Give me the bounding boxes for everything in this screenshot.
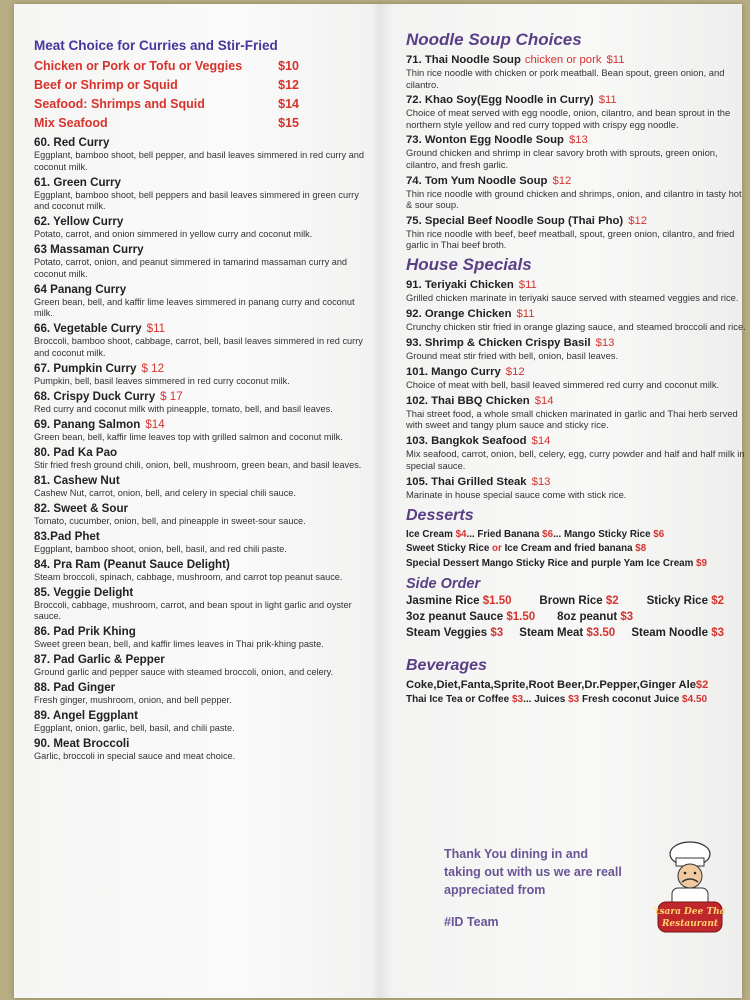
menu-item-description: Stir fried fresh ground chili, onion, bell, mushroom, green bean, and basil leaves.: [34, 459, 362, 470]
menu-item: [34, 136, 374, 173]
side-order-name: Sticky Rice: [646, 595, 712, 608]
menu-item: [34, 418, 374, 444]
meat-choice-label: Mix Seafood: [34, 116, 108, 130]
menu-item-name: 71. Thai Noodle Soup: [406, 54, 521, 66]
menu-item-description: Eggplant, bamboo shoot, onion, bell, basil, and red chili paste.: [34, 543, 287, 554]
menu-item-name: 74. Tom Yum Noodle Soup: [406, 174, 548, 187]
menu-item-price: $12: [628, 214, 648, 227]
thank-you-note: Thank You dining in and taking out with us we are reall appreciated from #ID Team: [444, 847, 622, 929]
side-order-name: Steam Noodle: [631, 627, 712, 640]
meat-choice-heading: Meat Choice for Curries and Stir-Fried: [34, 38, 278, 53]
menu-item-name: 89. Angel Eggplant: [34, 709, 138, 723]
menu-item: [34, 215, 374, 241]
menu-item-price: $12: [505, 365, 525, 378]
menu-item-description: Ground chicken and shrimp in clear savory broth with sprouts, green onion, cilantro, and fresh garlic.: [406, 147, 718, 170]
menu-item-title: [34, 474, 374, 488]
side-order-price: $2: [711, 595, 724, 608]
menu-item: [34, 625, 374, 651]
menu-item-description: Green bean, bell, kaffir lime leaves top with grilled salmon and coconut milk.: [34, 431, 343, 442]
curry-stirfry-list: [34, 136, 374, 763]
menu-item-title: [34, 176, 374, 190]
side-order-heading: Side Order: [406, 576, 481, 593]
menu-item-title: [34, 737, 374, 751]
menu-item-price: $14: [534, 394, 554, 407]
menu-item: [406, 307, 746, 333]
menu-item-description: Red curry and coconut milk with pineapple, tomato, bell, and basil leaves.: [34, 403, 333, 414]
menu-item-description: Ground garlic and pepper sauce with steamed broccoli, onion, and celery.: [34, 667, 334, 678]
menu-item-price: $14: [145, 417, 165, 431]
meat-choice-price: $10: [278, 59, 299, 73]
menu-item-name: 75. Special Beef Noodle Soup (Thai Pho): [406, 214, 624, 227]
line-text: ... Juices: [523, 693, 569, 705]
menu-item-title: [406, 93, 746, 107]
line-text: Ice Cream and fried banana: [501, 543, 636, 555]
menu-item: [34, 558, 374, 584]
noodle-soup-list: [406, 53, 746, 251]
menu-item-name: 62. Yellow Curry: [34, 215, 124, 229]
menu-item-title: [406, 336, 746, 350]
menu-item-name: 92. Orange Chicken: [406, 307, 512, 320]
menu-item-price: $ 12: [141, 361, 165, 375]
menu-item-title: [34, 653, 374, 667]
menu-item: [34, 243, 374, 280]
menu-item: [34, 474, 374, 500]
menu-item: [406, 394, 746, 431]
menu-item: [406, 434, 746, 471]
menu-item: [34, 737, 374, 763]
left-column: [34, 38, 374, 765]
menu-item: [34, 502, 374, 528]
right-column: [406, 30, 746, 707]
line-text: Sweet Sticky Rice: [406, 543, 493, 555]
menu-item-price: $13: [595, 336, 615, 349]
menu-item-description: Green bean, bell, and kaffir lime leaves simmered in panang curry and coconut milk.: [34, 296, 355, 319]
side-order-row: [406, 611, 724, 627]
line-price: $4.50: [682, 693, 708, 705]
menu-item: [406, 278, 746, 304]
side-order-item: [406, 627, 503, 643]
menu-item: [406, 365, 746, 391]
line-text: Thai Ice Tea or Coffee: [406, 693, 512, 705]
side-order-price: $3: [711, 627, 724, 640]
menu-item-description: Thin rice noodle with chicken or pork meatball. Bean spout, green onion, and cilantro.: [406, 67, 725, 90]
menu-item-title: [406, 434, 746, 448]
menu-item-description: Potato, carrot, onion, and peanut simmered in tamarind massaman curry and coconut milk.: [34, 257, 348, 279]
menu-item-title: [406, 53, 746, 67]
beverages-heading: Beverages: [406, 657, 487, 675]
menu-item-name: 83.Pad Phet: [34, 529, 100, 543]
menu-item-name: 86. Pad Prik Khing: [34, 625, 136, 639]
menu-item-title: [34, 586, 374, 600]
menu-item: [406, 475, 746, 501]
menu-item-title: [406, 133, 746, 147]
menu-item-name: 80. Pad Ka Pao: [34, 445, 118, 459]
side-order-row: [406, 627, 724, 643]
side-order-price: $3: [620, 611, 634, 624]
menu-item: [34, 681, 374, 707]
menu-item-title: [34, 625, 374, 639]
menu-item-name: 84. Pra Ram (Peanut Sauce Delight): [34, 557, 230, 571]
meat-choice-label: Beef or Shrimp or Squid: [34, 78, 178, 92]
menu-item-price: $12: [552, 174, 572, 187]
line-price: $4: [455, 528, 467, 540]
menu-item: [406, 336, 746, 362]
menu-item-title: [406, 475, 746, 489]
menu-item-description: Thin rice noodle with ground chicken and shrimps, onion, and cilantro in tasty hot & sour soup.: [406, 187, 742, 211]
menu-item-name: 93. Shrimp & Chicken Crispy Basil: [406, 336, 591, 349]
menu-item-name: 63 Massaman Curry: [34, 243, 144, 257]
side-order-name: Brown Rice: [539, 595, 606, 608]
menu-item-title: [34, 558, 374, 572]
menu-item-description: Fresh ginger, mushroom, onion, and bell pepper.: [34, 695, 232, 706]
menu-item-description: Choice of meat served with egg noodle, onion, cilantro, and bean sprout in the northern style yellow and red curry topped with crispy egg noodle.: [406, 107, 731, 130]
menu-item-description: Eggplant, onion, garlic, bell, basil, and chili paste.: [34, 723, 235, 734]
house-specials-list: [406, 278, 746, 501]
menu-item-title: [34, 362, 374, 376]
menu-item-name: 61. Green Curry: [34, 175, 121, 189]
menu-item-price: $11: [516, 307, 535, 320]
menu-item-title: [34, 446, 374, 460]
menu-item-title: [406, 278, 746, 292]
side-order-name: Steam Meat: [519, 627, 587, 640]
soda-line: Coke,Diet,Fanta,Sprite,Root Beer,Dr.Pepper,Ginger Ale$2: [406, 679, 709, 692]
menu-item-description: Garlic, broccoli in special sauce and meat choice.: [34, 751, 236, 762]
line-text: ... Mango Sticky Rice: [553, 528, 654, 540]
menu-sheet: [14, 4, 746, 998]
side-order-price: $3.50: [586, 627, 616, 640]
dessert-line: [406, 528, 746, 543]
menu-item-price: $11: [146, 322, 166, 336]
line-price: $3: [511, 693, 524, 705]
menu-item: [406, 93, 746, 130]
drinks-line: [406, 693, 746, 708]
menu-item-name: 88. Pad Ginger: [34, 681, 116, 695]
menu-item: [34, 586, 374, 623]
menu-item: [406, 53, 746, 90]
menu-item-description: Eggplant, bamboo shoot, bell peppers and basil leaves simmered in green curry and coconut milk.: [34, 189, 359, 212]
menu-item: [34, 653, 374, 679]
menu-item: [34, 446, 374, 472]
menu-item-name: 68. Crispy Duck Curry: [34, 389, 156, 403]
side-order-item: [406, 595, 512, 611]
meat-choice-row: [34, 78, 299, 97]
line-price: $6: [542, 528, 554, 540]
menu-item-description: Mix seafood, carrot, onion, bell, celery, egg, curry powder and half and half milk in special sauce.: [406, 448, 745, 472]
menu-item-title: [406, 365, 746, 379]
side-order-item: [519, 627, 615, 643]
menu-item-title: [34, 390, 374, 404]
meat-choice-label: Seafood: Shrimps and Squid: [34, 97, 205, 111]
menu-item-description: Ground meat stir fried with bell, onion, basil leaves.: [406, 349, 619, 361]
menu-item-title: [406, 307, 746, 321]
side-order-name: 8oz peanut: [557, 611, 621, 624]
menu-item-description: Steam broccoli, spinach, cabbage, mushroom, and carrot top peanut sauce.: [34, 571, 343, 582]
menu-item-option: chicken or pork: [524, 54, 602, 66]
menu-item-description: Potato, carrot, and onion simmered in yellow curry and coconut milk.: [34, 229, 313, 240]
meat-choice-price: $14: [278, 97, 299, 111]
menu-item-name: 91. Teriyaki Chicken: [406, 278, 514, 291]
menu-item-description: Marinate in house special sauce come with stick rice.: [406, 489, 627, 501]
meat-choice-price: $15: [278, 116, 299, 130]
menu-item-price: $13: [568, 134, 588, 147]
menu-item-name: 66. Vegetable Curry: [34, 322, 142, 336]
menu-item-price: $11: [598, 94, 617, 107]
dessert-line: [406, 542, 746, 557]
menu-item-description: Grilled chicken marinate in teriyaki sauce served with steamed veggies and rice.: [406, 291, 739, 303]
menu-item-title: [34, 243, 374, 257]
meat-choice-row: [34, 59, 299, 78]
logo-text-bottom: Restaurant: [661, 919, 719, 929]
menu-item-price: $11: [606, 54, 625, 66]
menu-item-description: Tomato, cucumber, onion, bell, and pineapple in sweet-sour sauce.: [34, 515, 306, 526]
restaurant-logo: [654, 840, 726, 940]
menu-item-title: [34, 322, 374, 336]
meat-choice-row: [34, 97, 299, 116]
menu-item-name: 64 Panang Curry: [34, 282, 127, 296]
menu-item-title: [406, 394, 746, 408]
menu-item: [34, 362, 374, 388]
menu-item-name: 72. Khao Soy(Egg Noodle in Curry): [406, 94, 594, 107]
side-order-row: [406, 595, 724, 611]
menu-item-description: Thai street food, a whole small chicken marinated in garlic and Thai herb served with sweet and tangy plum sauce and sticky rice.: [406, 407, 738, 431]
menu-item-name: 69. Panang Salmon: [34, 417, 141, 431]
side-order-item: [539, 595, 618, 611]
menu-item-name: 103. Bangkok Seafood: [406, 435, 527, 448]
menu-item-description: Cashew Nut, carrot, onion, bell, and celery in special chili sauce.: [34, 487, 296, 498]
menu-item-name: 67. Pumpkin Curry: [34, 361, 137, 375]
menu-item-name: 81. Cashew Nut: [34, 473, 120, 487]
menu-item: [34, 390, 374, 416]
side-order-list: [406, 595, 746, 643]
menu-item-title: [34, 709, 374, 723]
menu-item-description: Broccoli, bamboo shoot, cabbage, carrot, bell, basil leaves simmered in red curry and coconut milk.: [34, 336, 363, 358]
menu-item-title: [34, 283, 374, 297]
menu-item: [34, 283, 374, 320]
menu-item-name: 87. Pad Garlic & Pepper: [34, 653, 165, 667]
line-price: $8: [635, 543, 647, 555]
line-text: Fresh coconut Juice: [579, 693, 683, 705]
menu-item: [34, 322, 374, 359]
menu-item-price: $14: [531, 435, 551, 448]
meat-choice-row: [34, 116, 299, 135]
beverages-list: [406, 678, 746, 707]
side-order-price: $1.50: [482, 595, 512, 608]
menu-item: [34, 176, 374, 213]
side-order-price: $3: [490, 627, 504, 640]
line-price: $6: [653, 528, 665, 540]
side-order-item: [557, 611, 633, 627]
menu-item-title: [406, 214, 746, 228]
desserts-list: [406, 528, 746, 572]
menu-item-name: 90. Meat Broccoli: [34, 737, 130, 751]
menu-item-title: [34, 215, 374, 229]
menu-item-price: $ 17: [160, 389, 183, 403]
meat-choice-label: Chicken or Pork or Tofu or Veggies: [34, 59, 243, 73]
meat-choice-price: $12: [278, 78, 299, 92]
logo-text-top: Itsara Dee Thai: [654, 907, 726, 917]
side-order-name: Steam Veggies: [406, 627, 491, 640]
menu-item-name: 105. Thai Grilled Steak: [406, 476, 527, 489]
menu-item-name: 82. Sweet & Sour: [34, 501, 129, 515]
menu-item-description: Eggplant, bamboo shoot, bell pepper, and basil leaves simmered in red curry and coconut milk.: [34, 150, 364, 172]
noodle-soup-heading: Noodle Soup Choices: [406, 30, 582, 49]
menu-item: [34, 530, 374, 556]
menu-item: [406, 174, 746, 211]
chef-icon: [654, 840, 726, 940]
menu-item-name: 60. Red Curry: [34, 136, 110, 149]
menu-item-title: [34, 418, 374, 432]
line-price: or: [492, 543, 502, 555]
side-order-name: Jasmine Rice: [406, 595, 483, 608]
menu-item-title: [34, 136, 374, 150]
side-order-item: [631, 627, 724, 643]
side-order-price: $2: [605, 595, 619, 608]
menu-item-title: [406, 174, 746, 188]
side-order-name: 3oz peanut Sauce: [406, 611, 507, 624]
line-text: ... Fried Banana: [466, 528, 543, 540]
menu-item-name: 101. Mango Curry: [406, 365, 501, 378]
desserts-heading: Desserts: [406, 506, 474, 524]
side-order-item: [406, 611, 535, 627]
menu-item-name: 102. Thai BBQ Chicken: [406, 394, 530, 407]
menu-item-title: [34, 681, 374, 695]
menu-item-description: Pumpkin, bell, basil leaves simmered in red curry coconut milk.: [34, 375, 290, 386]
menu-item-description: Crunchy chicken stir fried in orange glazing sauce, and steamed broccoli and rice.: [406, 320, 746, 332]
menu-item-price: $13: [531, 476, 551, 489]
dessert-line: [406, 557, 746, 572]
menu-item-description: Sweet green bean, bell, and kaffir limes leaves in Thai prik-khing paste.: [34, 639, 324, 650]
menu-item-description: Broccoli, cabbage, mushroom, carrot, and bean spout in light garlic and oyster sauce.: [34, 599, 352, 622]
menu-item-name: 73. Wonton Egg Noodle Soup: [406, 134, 564, 147]
menu-item-description: Choice of meat with bell, basil leaved simmered red curry and coconut milk.: [406, 378, 720, 390]
menu-item-title: [34, 502, 374, 516]
menu-item-description: Thin rice noodle with beef, beef meatball, spout, green onion, cilantro, and fried garlic in Thai beef broth.: [406, 227, 735, 251]
menu-item-name: 85. Veggie Delight: [34, 585, 134, 599]
house-specials-heading: House Specials: [406, 254, 532, 274]
menu-item-title: [34, 530, 374, 544]
line-text: Ice Cream: [406, 528, 456, 540]
menu-item: [406, 133, 746, 170]
line-price: $9: [696, 557, 707, 569]
menu-item: [406, 214, 746, 251]
menu-item-price: $11: [518, 278, 537, 291]
line-text: Special Dessert Mango Sticky Rice and purple Yam Ice Cream: [406, 557, 697, 569]
side-order-price: $1.50: [506, 611, 536, 624]
menu-item: [34, 709, 374, 735]
line-price: $3: [568, 693, 580, 705]
meat-choice-list: [34, 59, 374, 135]
side-order-item: [647, 595, 724, 611]
